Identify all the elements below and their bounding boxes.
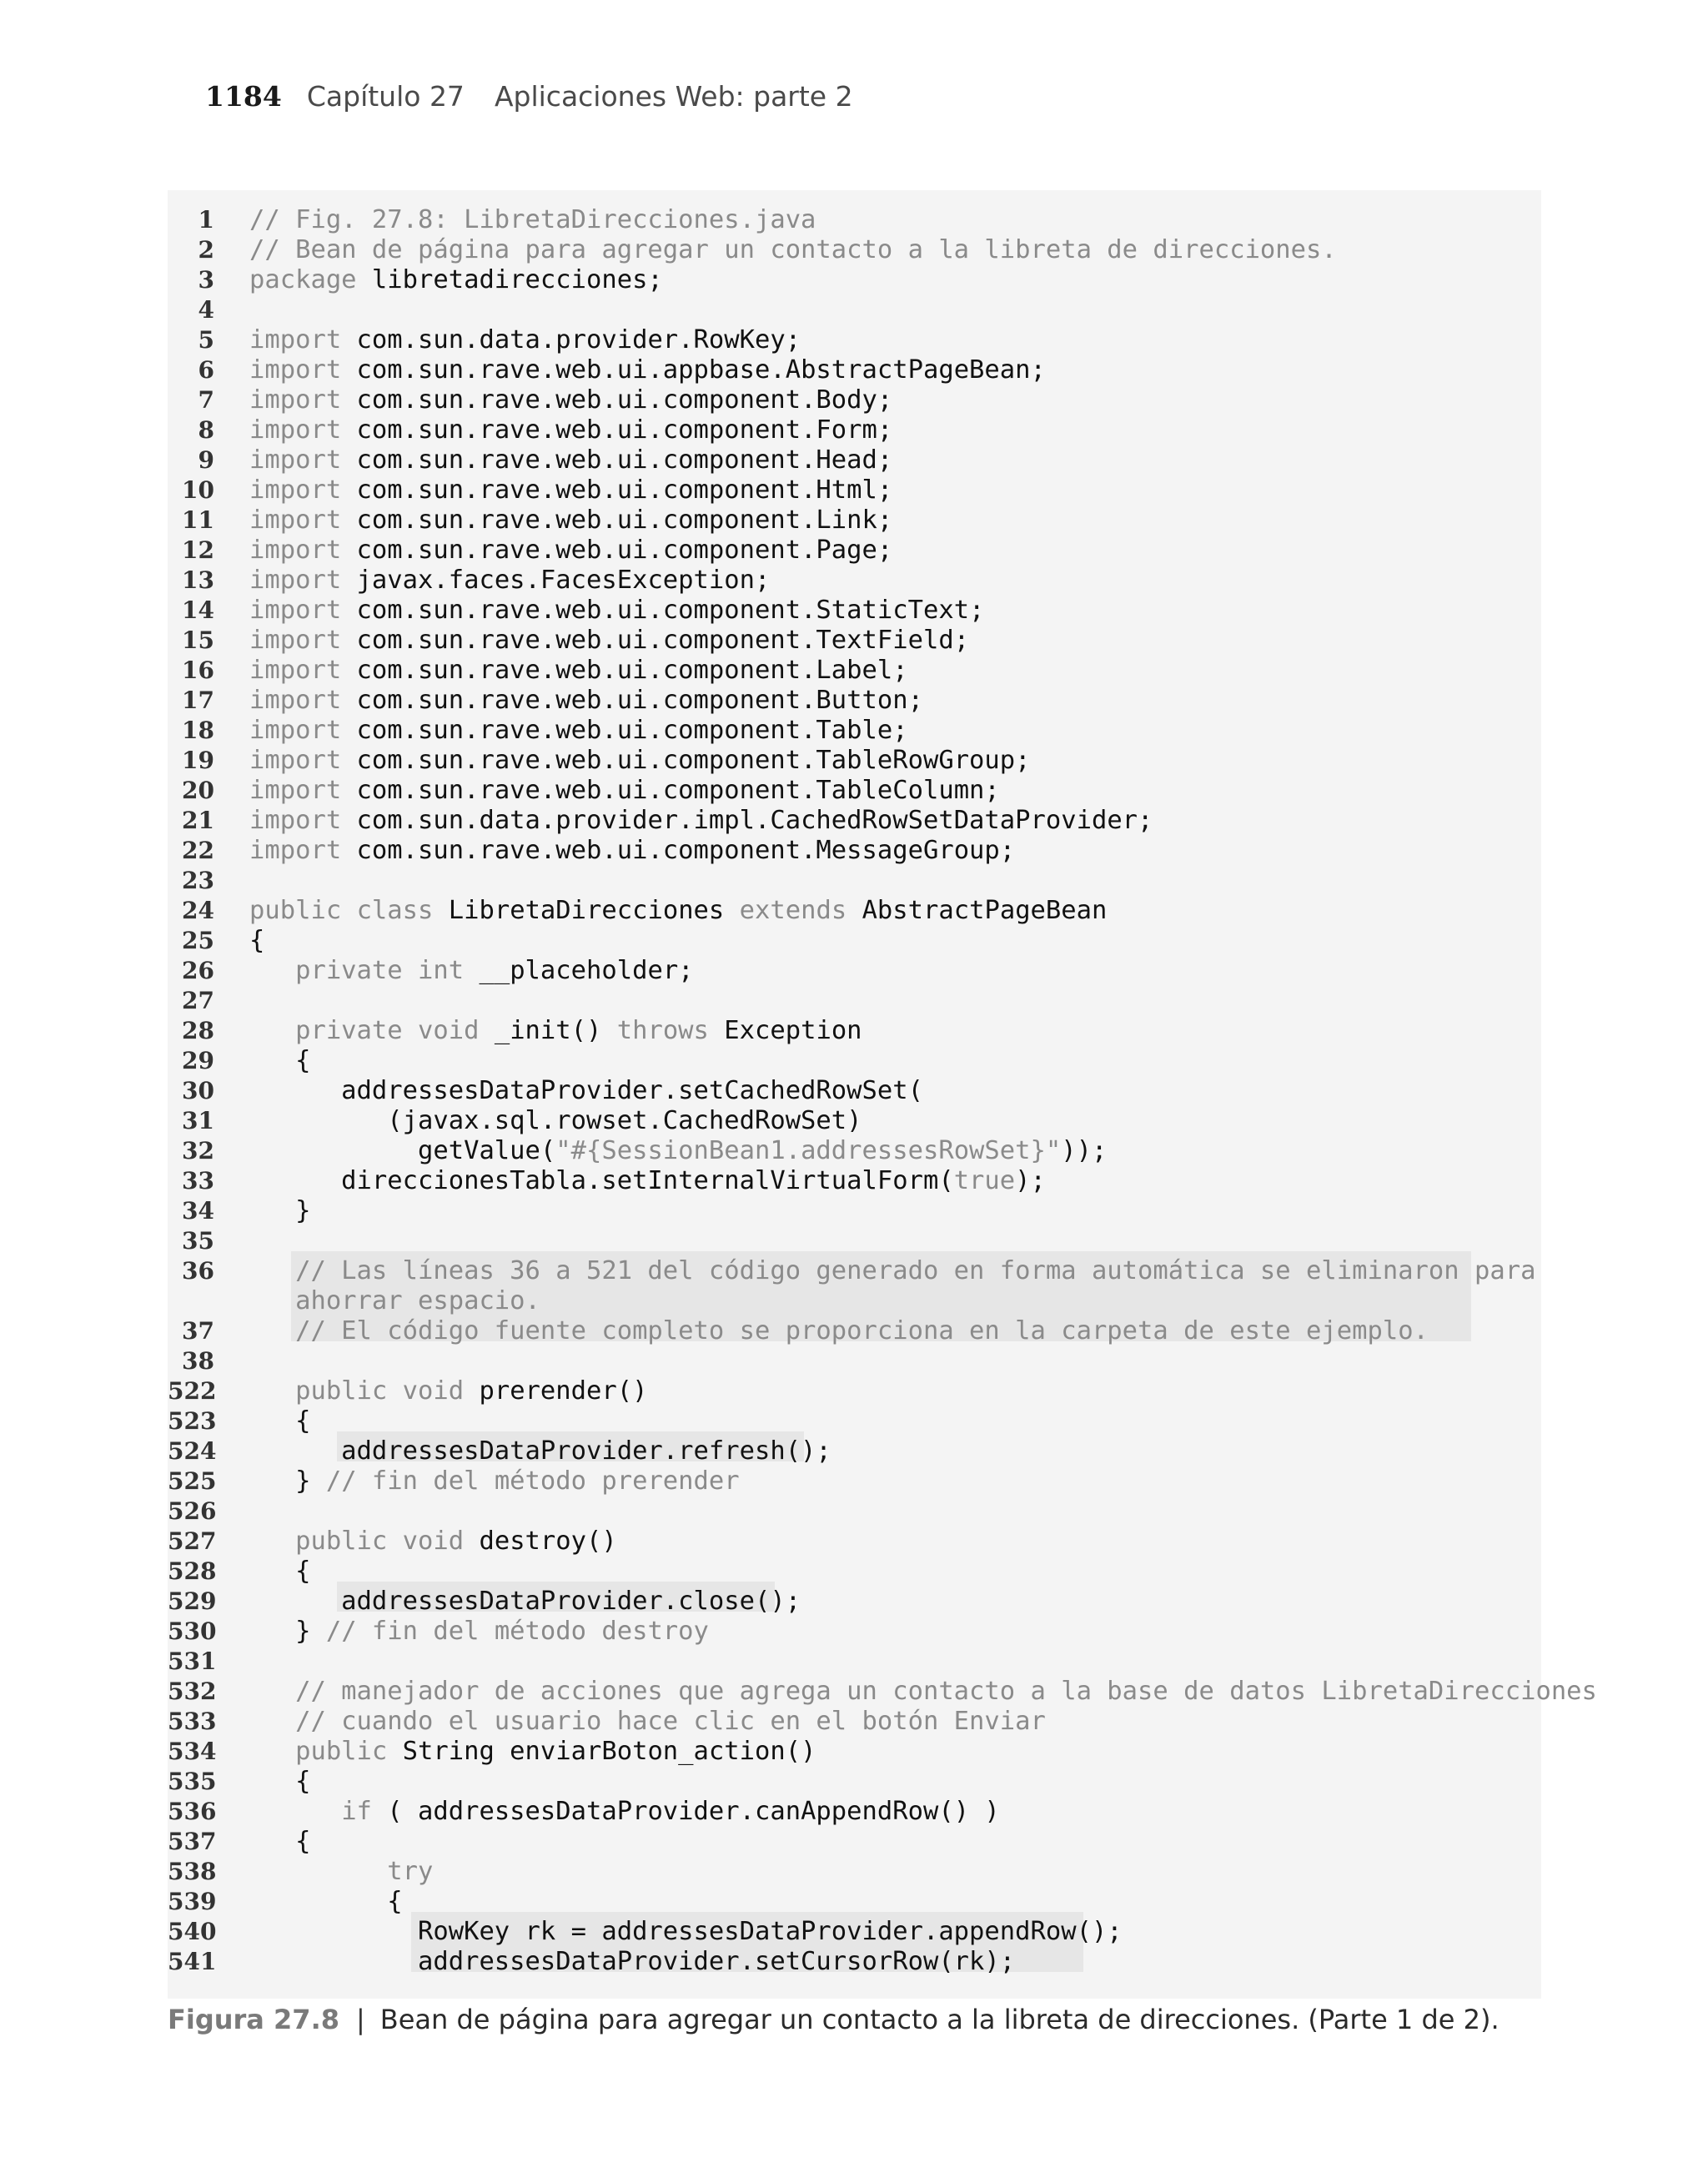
line-number: 531	[168, 1647, 217, 1675]
line-number: 17	[182, 687, 214, 714]
code-line	[168, 295, 1541, 325]
code-line	[168, 866, 1541, 896]
code-text: import com.sun.rave.web.ui.component.Link;	[249, 506, 893, 535]
code-text: // cuando el usuario hace clic en el botón Enviar	[295, 1707, 1046, 1736]
line-number: 15	[182, 626, 214, 654]
code-line	[168, 1316, 1541, 1346]
code-text: (javax.sql.rowset.CachedRowSet)	[249, 1106, 862, 1135]
caption-text: Bean de página para agregar un contacto a la libreta de direcciones. (Parte 1 de 2).	[379, 2004, 1500, 2035]
page-number: 1184	[205, 80, 282, 113]
code-text: addressesDataProvider.setCachedRowSet(	[249, 1076, 923, 1105]
code-text: }	[249, 1196, 311, 1225]
line-number: 538	[168, 1858, 217, 1885]
line-number: 533	[168, 1708, 217, 1735]
code-text: import com.sun.rave.web.ui.component.StaticText;	[249, 596, 985, 625]
code-text: import com.sun.rave.web.ui.component.MessageGroup;	[249, 836, 1016, 865]
line-number: 21	[182, 807, 214, 834]
code-text: import com.sun.rave.web.ui.component.Page;	[249, 536, 893, 565]
code-line	[168, 1887, 1541, 1917]
code-text: RowKey rk = addressesDataProvider.appendRow();	[249, 1917, 1123, 1946]
code-text: } // fin del método prerender	[249, 1466, 740, 1496]
code-text: {	[249, 1557, 311, 1586]
code-line	[168, 1076, 1541, 1106]
code-text: {	[249, 1046, 311, 1075]
line-number: 529	[168, 1587, 217, 1615]
code-line	[168, 1226, 1541, 1256]
line-number: 28	[182, 1017, 214, 1044]
code-line	[168, 596, 1541, 626]
code-text: import com.sun.rave.web.ui.component.Html;	[249, 475, 893, 505]
line-number: 33	[182, 1167, 214, 1195]
code-line	[168, 445, 1541, 475]
code-line	[168, 1737, 1541, 1767]
code-text: addressesDataProvider.setCursorRow(rk);	[249, 1947, 1016, 1976]
code-text: // El código fuente completo se proporciona en la carpeta de este ejemplo.	[295, 1316, 1429, 1346]
code-text: import com.sun.rave.web.ui.appbase.AbstractPageBean;	[249, 355, 1046, 385]
line-number: 3	[198, 266, 214, 294]
code-text: public class LibretaDirecciones extends AbstractPageBean	[249, 896, 1108, 925]
line-number: 24	[182, 897, 214, 924]
code-line	[168, 1947, 1541, 1977]
code-text: {	[249, 1767, 311, 1796]
code-text: // manejador de acciones que agrega un contacto a la base de datos LibretaDirecciones	[295, 1677, 1597, 1706]
code-text: private void _init() throws Exception	[295, 1016, 862, 1045]
code-line	[168, 986, 1541, 1016]
line-number: 20	[182, 777, 214, 804]
line-number: 34	[182, 1197, 214, 1225]
code-line	[168, 1016, 1541, 1046]
code-line	[168, 656, 1541, 686]
line-number: 29	[182, 1047, 214, 1074]
line-number: 12	[182, 536, 214, 564]
line-number: 4	[198, 296, 214, 324]
code-text: if ( addressesDataProvider.canAppendRow() )	[341, 1797, 1000, 1826]
line-number: 7	[198, 386, 214, 414]
code-text: addressesDataProvider.refresh();	[249, 1436, 831, 1466]
code-line	[168, 1406, 1541, 1436]
code-line	[168, 1436, 1541, 1466]
code-text: import com.sun.rave.web.ui.component.Button;	[249, 686, 923, 715]
line-number: 18	[182, 717, 214, 744]
line-number: 535	[168, 1768, 217, 1795]
line-number: 527	[168, 1527, 217, 1555]
code-text: import com.sun.rave.web.ui.component.TextField;	[249, 626, 970, 655]
line-number: 540	[168, 1918, 217, 1945]
code-line	[168, 1286, 1541, 1316]
line-number: 13	[182, 566, 214, 594]
code-text: {	[249, 1827, 311, 1856]
code-line	[168, 1647, 1541, 1677]
code-line	[168, 1046, 1541, 1076]
code-text: public void destroy()	[295, 1527, 617, 1556]
code-text: package libretadirecciones;	[249, 265, 663, 294]
line-number: 10	[182, 476, 214, 504]
line-number: 6	[198, 356, 214, 384]
chapter-label: Capítulo 27	[306, 80, 465, 113]
code-line	[168, 926, 1541, 956]
line-number: 525	[168, 1467, 217, 1495]
line-number: 32	[182, 1137, 214, 1164]
line-number: 537	[168, 1828, 217, 1855]
chapter-title: Aplicaciones Web: parte 2	[494, 80, 853, 113]
code-text: } // fin del método destroy	[249, 1617, 709, 1646]
code-text: import com.sun.rave.web.ui.component.Form;	[249, 415, 893, 445]
line-number: 9	[198, 446, 214, 474]
line-number: 526	[168, 1497, 217, 1525]
code-text: private int __placeholder;	[295, 956, 694, 985]
code-line	[168, 1166, 1541, 1196]
code-line	[168, 1827, 1541, 1857]
code-line	[168, 566, 1541, 596]
code-line	[168, 1917, 1541, 1947]
code-line	[168, 1617, 1541, 1647]
code-text: // Las líneas 36 a 521 del código generado en forma automática se eliminaron para	[295, 1256, 1536, 1285]
code-line	[168, 956, 1541, 986]
line-number: 2	[198, 236, 214, 264]
code-line	[168, 475, 1541, 506]
code-line	[168, 1857, 1541, 1887]
line-number: 11	[182, 506, 214, 534]
code-line	[168, 1707, 1541, 1737]
line-number: 8	[198, 416, 214, 444]
code-line	[168, 1527, 1541, 1557]
code-text: {	[249, 926, 265, 955]
code-line	[168, 235, 1541, 265]
code-line	[168, 1496, 1541, 1527]
code-line	[168, 536, 1541, 566]
code-text: ahorrar espacio.	[249, 1286, 540, 1315]
code-text: import com.sun.data.provider.impl.CachedRowSetDataProvider;	[249, 806, 1153, 835]
code-text: addressesDataProvider.close();	[249, 1587, 801, 1616]
code-text: {	[249, 1887, 403, 1916]
line-number: 528	[168, 1557, 217, 1585]
code-line	[168, 896, 1541, 926]
code-text: getValue("#{SessionBean1.addressesRowSet}"));	[249, 1136, 1108, 1165]
line-number: 23	[182, 867, 214, 894]
code-listing	[168, 190, 1597, 1999]
code-line	[168, 1797, 1541, 1827]
line-number: 536	[168, 1798, 217, 1825]
line-number: 16	[182, 656, 214, 684]
code-line	[168, 716, 1541, 746]
code-line	[168, 1557, 1541, 1587]
code-line	[168, 686, 1541, 716]
code-line	[168, 1256, 1541, 1286]
caption-separator: |	[355, 2004, 365, 2035]
line-number: 38	[182, 1347, 214, 1375]
code-line	[168, 355, 1541, 385]
code-text: import com.sun.rave.web.ui.component.Body;	[249, 385, 893, 415]
line-number: 30	[182, 1077, 214, 1104]
code-text: try	[387, 1857, 434, 1886]
code-line	[168, 626, 1541, 656]
line-number: 539	[168, 1888, 217, 1915]
code-text: direccionesTabla.setInternalVirtualForm(true);	[249, 1166, 1046, 1195]
code-text: // Fig. 27.8: LibretaDirecciones.java	[249, 205, 816, 234]
code-line	[168, 836, 1541, 866]
line-number: 534	[168, 1738, 217, 1765]
code-text: import javax.faces.FacesException;	[249, 566, 771, 595]
line-number: 31	[182, 1107, 214, 1134]
line-number: 524	[168, 1437, 217, 1465]
line-number: 14	[182, 596, 214, 624]
code-text: import com.sun.rave.web.ui.component.Head;	[249, 445, 893, 475]
code-line	[168, 1346, 1541, 1376]
line-number: 37	[182, 1317, 214, 1345]
code-line	[168, 776, 1541, 806]
code-line	[168, 1767, 1541, 1797]
code-text: {	[249, 1406, 311, 1436]
code-line	[168, 746, 1541, 776]
code-line	[168, 385, 1541, 415]
code-line	[168, 205, 1541, 235]
code-line	[168, 265, 1541, 295]
code-text: public void prerender()	[295, 1376, 648, 1406]
code-line	[168, 1106, 1541, 1136]
code-line	[168, 1677, 1597, 1707]
line-number: 36	[182, 1257, 214, 1285]
code-line	[168, 806, 1541, 836]
code-text: import com.sun.data.provider.RowKey;	[249, 325, 801, 355]
code-line	[168, 506, 1541, 536]
code-text: public String enviarBoton_action()	[295, 1737, 816, 1766]
line-number: 5	[198, 326, 214, 354]
figure-label: Figura 27.8	[168, 2004, 339, 2035]
line-number: 541	[168, 1948, 217, 1975]
line-number: 19	[182, 747, 214, 774]
code-line	[168, 1466, 1541, 1496]
line-number: 523	[168, 1407, 217, 1435]
figure-caption	[168, 2004, 1500, 2035]
code-text: import com.sun.rave.web.ui.component.TableColumn;	[249, 776, 1000, 805]
code-line	[168, 1196, 1541, 1226]
line-number: 25	[182, 927, 214, 954]
code-line	[168, 1376, 1541, 1406]
code-text: import com.sun.rave.web.ui.component.TableRowGroup;	[249, 746, 1031, 775]
page-header	[205, 80, 853, 122]
code-line	[168, 1136, 1541, 1166]
line-number: 27	[182, 987, 214, 1014]
line-number: 1	[198, 206, 214, 234]
code-line	[168, 325, 1541, 355]
line-number: 26	[182, 957, 214, 984]
line-number: 522	[168, 1377, 217, 1405]
line-number: 22	[182, 837, 214, 864]
code-line	[168, 415, 1541, 445]
code-text: import com.sun.rave.web.ui.component.Label;	[249, 656, 908, 685]
code-text: // Bean de página para agregar un contacto a la libreta de direcciones.	[249, 235, 1337, 264]
line-number: 532	[168, 1678, 217, 1705]
line-number: 530	[168, 1617, 217, 1645]
code-line	[168, 1587, 1541, 1617]
code-text: import com.sun.rave.web.ui.component.Table;	[249, 716, 908, 745]
line-number: 35	[182, 1227, 214, 1255]
